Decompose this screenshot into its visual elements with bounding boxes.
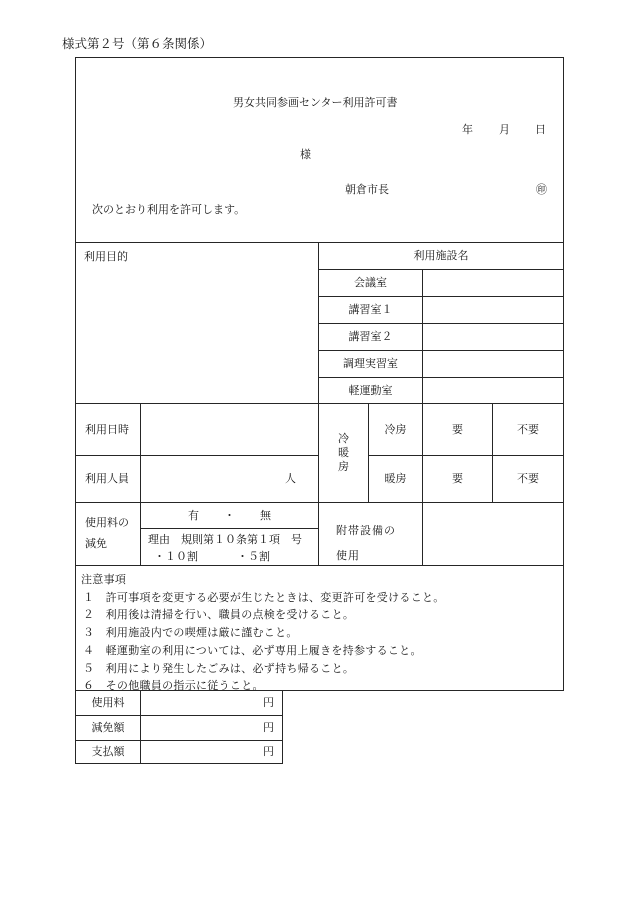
cooling-label: 冷房 [384, 422, 407, 436]
fee-reduction-label-line2: 減免 [85, 537, 107, 550]
cooling-not-required-cell [492, 403, 564, 456]
heating-required-option: 要 [452, 472, 463, 485]
people-label: 利用人員 [85, 472, 129, 485]
fee-reduction-separator: ・ [224, 508, 235, 522]
note-item: ２ 利用後は清掃を行い、職員の点検を受けること。 [83, 608, 355, 622]
reduction-amount-label: 減免額 [91, 721, 125, 734]
fee-value-cell [140, 690, 283, 716]
date-month-label: 月 [499, 123, 510, 136]
facility-name-cell [318, 377, 423, 404]
hvac-label-char: 暖 [338, 446, 349, 459]
facility-value-cell [422, 377, 564, 404]
facility-name: 講習室２ [348, 330, 393, 343]
fee-reduction-yes-option: 有 [188, 508, 199, 522]
date-day-label: 日 [535, 123, 546, 136]
facility-name: 軽運動室 [348, 383, 393, 397]
fee-reduction-rates [148, 548, 318, 565]
equipment-label-cell [318, 502, 423, 566]
usage-fee-unit: 円 [263, 696, 274, 709]
cooling-required-cell [422, 403, 493, 456]
heating-name-cell [368, 455, 423, 503]
note-item: ６ その他職員の指示に従うこと。 [83, 679, 264, 693]
facility-value-cell [422, 269, 564, 297]
facility-name-cell [318, 323, 423, 351]
people-label-cell [75, 455, 141, 503]
purpose-cell [75, 242, 319, 404]
datetime-label-cell [75, 403, 141, 456]
date-year-label: 年 [462, 123, 473, 136]
fee-reduction-reason-cell [140, 528, 319, 566]
fee-reduction-no-option: 無 [260, 508, 271, 522]
payment-amount-label: 支払額 [91, 745, 125, 758]
equipment-label-line2: 使用 [336, 549, 360, 562]
payment-amount-unit: 円 [263, 745, 274, 758]
facility-name: 会議室 [354, 276, 387, 289]
note-item: ３ 利用施設内での喫煙は厳に謹むこと。 [83, 626, 298, 640]
fee-reduction-reason: 理由 規則第１０条第１項 号 [148, 533, 302, 546]
cooling-not-required-option: 不要 [517, 422, 539, 436]
form-number: 様式第２号（第６条関係） [62, 36, 213, 51]
heating-not-required-option: 不要 [517, 472, 539, 485]
seal-icon: ㊞ [536, 183, 547, 196]
heating-label: 暖房 [384, 472, 407, 485]
notes-section [75, 565, 564, 691]
cooling-name-cell [368, 403, 423, 456]
fee-value-cell [140, 715, 283, 741]
facility-header-label: 利用施設名 [413, 249, 469, 262]
facility-header-cell [318, 242, 564, 270]
hvac-label-char: 房 [338, 460, 349, 473]
facility-value-cell [422, 296, 564, 324]
equipment-value-cell [422, 502, 564, 566]
hvac-label-char: 冷 [338, 432, 349, 445]
facility-name: 講習室１ [348, 303, 393, 316]
purpose-label: 利用目的 [84, 250, 128, 263]
permit-statement: 次のとおり利用を許可します。 [92, 203, 246, 216]
cooling-required-option: 要 [452, 422, 463, 436]
facility-name: 調理実習室 [343, 357, 398, 370]
people-value-cell [140, 455, 319, 503]
facility-name-cell [318, 350, 423, 378]
notes-title: 注意事項 [81, 573, 127, 586]
datetime-value-cell [140, 403, 319, 456]
fee-reduction-rate-full: ・１０割 [154, 550, 198, 563]
fee-label-cell [75, 690, 141, 716]
note-item: １ 許可事項を変更する必要が生じたときは、変更許可を受けること。 [83, 590, 445, 604]
fee-value-cell [140, 740, 283, 764]
facility-name-cell [318, 296, 423, 324]
heating-required-cell [422, 455, 493, 503]
fee-label-cell [75, 715, 141, 741]
fee-reduction-choice-cell [140, 502, 319, 529]
people-unit: 人 [285, 472, 296, 485]
fee-reduction-rate-half: ・５割 [237, 550, 270, 563]
facility-value-cell [422, 350, 564, 378]
addressee-suffix: 様 [300, 148, 311, 161]
issuer-name: 朝倉市長 [345, 183, 389, 196]
permit-title: 男女共同参画センター利用許可書 [233, 96, 398, 109]
fee-label-cell [75, 740, 141, 764]
equipment-label-line1: 附帯設備の [336, 524, 396, 537]
usage-fee-label: 使用料 [91, 696, 125, 709]
fee-reduction-label-cell [75, 502, 141, 566]
heating-not-required-cell [492, 455, 564, 503]
fee-reduction-label-line1: 使用料の [85, 516, 129, 529]
datetime-label: 利用日時 [85, 422, 129, 436]
note-item: ５ 利用により発生したごみは、必ず持ち帰ること。 [83, 661, 355, 675]
facility-value-cell [422, 323, 564, 351]
hvac-label-cell [318, 403, 369, 503]
facility-name-cell [318, 269, 423, 297]
reduction-amount-unit: 円 [263, 721, 274, 734]
note-item: ４ 軽運動室の利用については、必ず専用上履きを持参すること。 [83, 643, 422, 657]
